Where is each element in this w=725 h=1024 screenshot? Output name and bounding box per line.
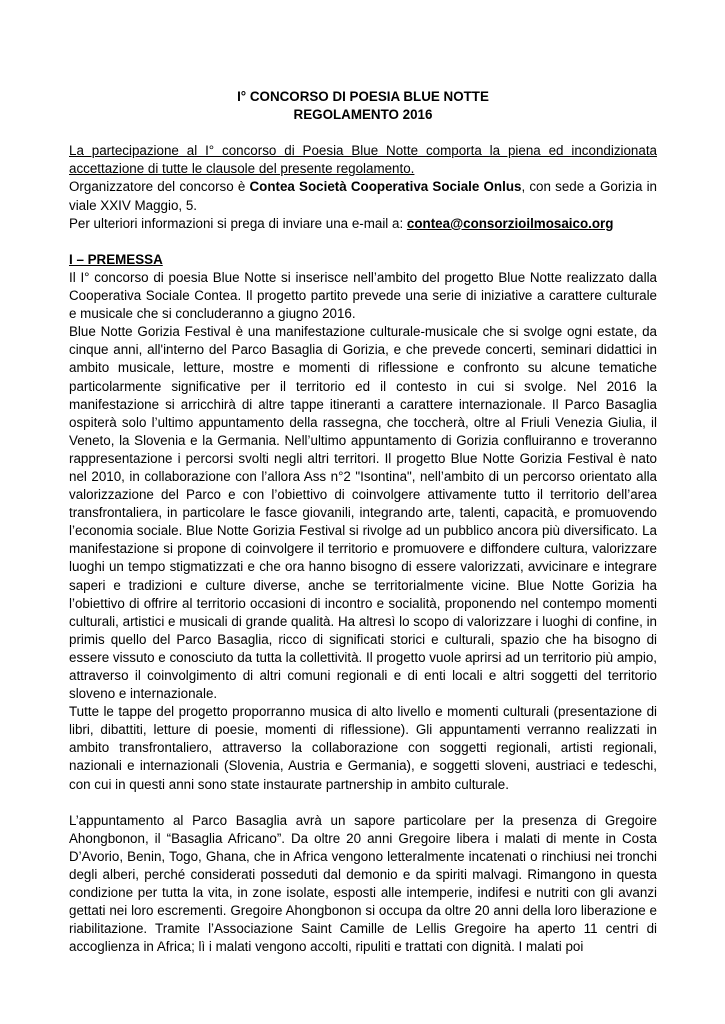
section-heading-premessa: I – PREMESSA: [69, 251, 163, 267]
contact-email-link[interactable]: contea@consorzioilmosaico.org: [406, 215, 614, 231]
premessa-paragraph-1: Il I° concorso di poesia Blue Notte si inserisce nell’ambito del progetto Blue Notte realizzato dalla Cooperativa Sociale Contea. Il progetto partito prevede una serie di iniziative a carattere culturale e musicale che si concluderanno a giugno 2016.: [69, 269, 657, 322]
contact-prefix: Per ulteriori informazioni si prega di inviare una e-mail a:: [69, 215, 407, 231]
acceptance-statement: La partecipazione al I° concorso di Poesia Blue Notte comporta la piena ed incondizionata accettazione di tutte le clausole del presente regolamento.: [69, 143, 657, 177]
premessa-paragraph-3: Tutte le tappe del progetto proporranno musica di alto livello e momenti culturali (presentazione di libri, dibattiti, letture di poesie, momenti di riflessione). Gli appuntamenti verranno realizzati in ambito transfrontaliero, attraverso la collaborazione con soggetti regionali, artisti regionali, nazionali e internazionali (Slovenia, Austria e Germania), e soggetti sloveni, austriaci e tedeschi, con cui in questi anni sono state instaurate partnership in ambito culturale.: [69, 704, 657, 792]
organizer-paragraph: [69, 178, 657, 214]
spacer: [69, 233, 657, 251]
document-title: I° CONCORSO DI POESIA BLUE NOTTE: [237, 89, 489, 104]
premessa-paragraph-2: Blue Notte Gorizia Festival è una manifestazione culturale-musicale che si svolge ogni estate, da cinque anni, all'interno del Parco Basaglia di Gorizia, e che prevede concerti, seminari didattici in ambito musicale, letture, mostre e momenti di riflessione e confronto su alcune tematiche particolarmente significative per il territorio ed il contesto in cui si svolge. Nel 2016 la manifestazione si arricchirà di altre tappe itineranti a carattere internazionale. Il Parco Basaglia ospiterà solo l’ultimo appuntamento della rassegna, che toccherà, oltre al Friuli Venezia Giulia, il Veneto, la Slovenia e la Germania. Nell’ultimo appuntamento di Gorizia confluiranno e troveranno rappresentazione i percorsi svolti negli altri territori. Il progetto Blue Notte Gorizia Festival è nato nel 2010, in collaborazione con l’allora Ass n°2 "Isontina", nell’ambito di un percorso orientato alla valorizzazione del Parco e con l’obiettivo di coinvolgere attivamente tutto il territorio dell’area transfrontaliera, in particolare le fasce giovanili, integrando arte, talenti, capacità, e promuovendo l’economia sociale. Blue Notte Gorizia Festival si rivolge ad un pubblico ancora più diversificato. La manifestazione si propone di coinvolgere il territorio e promuovere e diffondere cultura, valorizzare luoghi un tempo stigmatizzati e che ora hanno bisogno di essere valorizzati, avvicinare e integrare saperi e tradizioni e culture diverse, anche se territorialmente vicine. Blue Notte Gorizia ha l’obiettivo di offrire al territorio occasioni di incontro e socialità, proponendo nel contempo momenti culturali, artistici e musicali di grande qualità. Ha altresì lo scopo di valorizzare i luoghi di confine, in primis quello del Parco Basaglia, ricco di significati storici e culturali, spazio che ha bisogno di essere vissuto e conosciuto da tutta la collettività. Il progetto vuole aprirsi ad un territorio più ampio, attraverso il coinvolgimento di altri comuni regionali e di enti locali e altri soggetti del territorio sloveno e internazionale.: [69, 324, 658, 702]
premessa-paragraph-4: L’appuntamento al Parco Basaglia avrà un sapore particolare per la presenza di Gregoire Ahongbonon, il “Basaglia Africano”. Da oltre 20 anni Gregoire libera i malati di mente in Costa D’Avorio, Benin, Togo, Ghana, che in Africa vengono letteralmente incatenati o rinchiusi nei tronchi degli alberi, perché considerati posseduti dal demonio e da spiriti malvagi. Rimangono in questa condizione per tutta la vita, in zone isolate, esposti alle intemperie, indifesi e nutriti con gli avanzi gettati nei loro escrementi. Gregoire Ahongbonon si occupa da oltre 20 anni della loro liberazione e riabilitazione. Tramite l’Associazione Saint Camille de Lellis Gregoire ha aperto 11 centri di accoglienza in Africa; lì i malati vengono accolti, ripuliti e trattati con dignità. I malati poi: [69, 812, 657, 955]
spacer: [69, 794, 657, 812]
organizer-name: Contea Società Cooperativa Sociale Onlus: [249, 179, 522, 195]
organizer-prefix: Organizzatore del concorso è: [69, 179, 250, 195]
document-subtitle: REGOLAMENTO 2016: [293, 107, 433, 123]
spacer: [69, 124, 657, 142]
organizer-suffix: , con sede a Gorizia in viale XXIV Maggio, 5.: [69, 179, 657, 213]
document-page: [69, 88, 657, 957]
contact-paragraph: [69, 215, 657, 233]
